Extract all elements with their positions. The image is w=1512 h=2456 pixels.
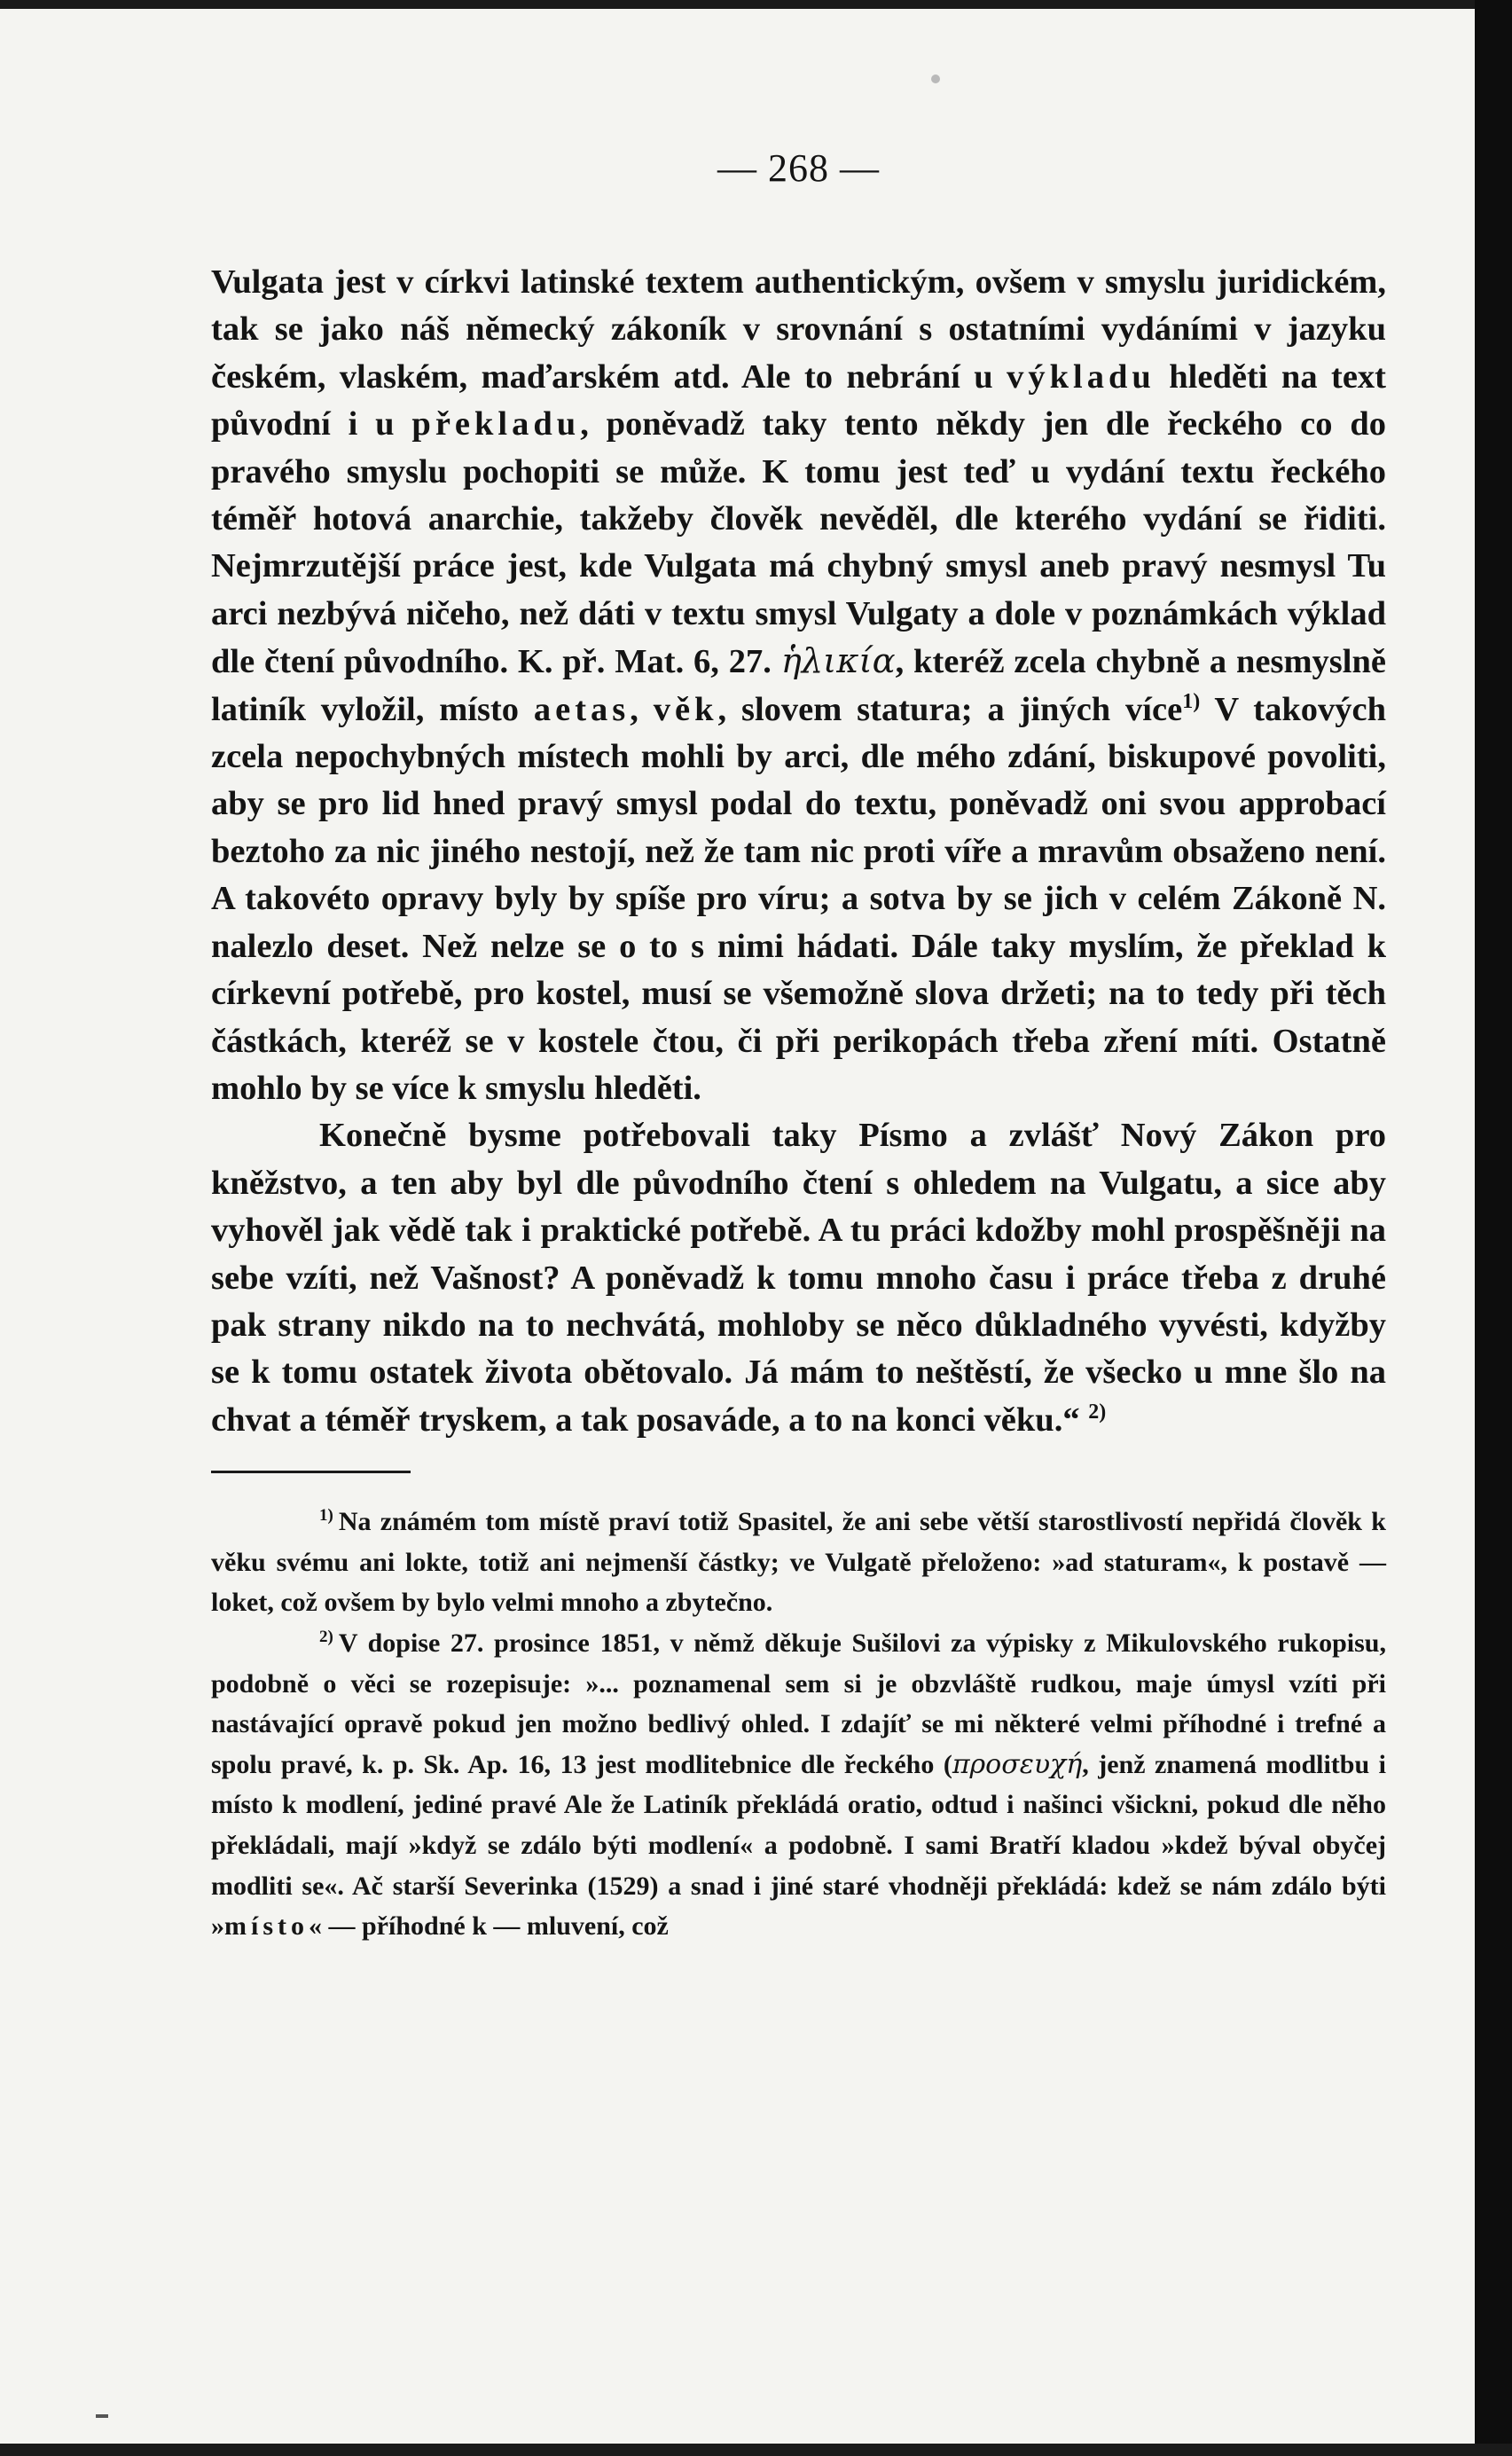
term-prekladu: překladu: [411, 405, 581, 443]
footnote-1-text: Na známém tom místě praví totiž Spasitel, že ani sebe větší starostlivostí nepřidá člověk k věku svému ani lokte, totiž ani nejmenší částky; ve Vulgatě přeloženo: »ad staturam«, k postavě — loket, což ovšem by bylo velmi mnoho a zbytečno.: [211, 1507, 1386, 1618]
scan-border-bottom: [0, 2444, 1512, 2456]
scan-border-top: [0, 0, 1512, 9]
ink-speck: [931, 75, 940, 83]
paragraph-1-text-3: , poněvadž taky tento někdy jen dle řeckého co do pravého smyslu pochopiti se může. K tomu jest teď u vydání textu řeckého téměř hotová anarchie, takžeby člověk nevěděl, dle kterého vydání se řiditi. Nejmrzutější práce jest, kde Vulgata má chybný smysl aneb pravý nesmysl Tu arci nezbývá ničeho, než dáti v textu smysl Vulgaty a dole v poznámkách výklad dle čtení původního. K. př. Mat. 6, 27.: [211, 405, 1387, 681]
paragraph-1-text-7: V takových zcela nepochybných místech mohli by arci, dle mého zdání, biskupové povoliti, aby se pro lid hned pravý smysl podal do textu, poněvadž oni svou approbací beztoho za nic jiného nestojí, než že tam nic proti víře a mravům obsaženo není. A takovéto opravy byly by spíše pro víru; a sotva by se jich v celém Zákoně N. nalezlo deset. Než nelze se o to s nimi hádati. Dále taky myslím, že překlad k církevní potřebě, pro kostel, musí se všemožně slova držeti; na to tedy při těch částkách, kteréž se v kostele čtou, či při perikopách třeba zření míti. Ostatně mohlo by se více k smyslu hleděti.: [211, 690, 1387, 1107]
paragraph-1-text-4: , kteréž zcela chybně a nesmyslně latiník vyložil, místo: [211, 643, 1386, 728]
paragraph-1-text-5: ,: [630, 690, 654, 728]
paragraph-2: [211, 1112, 1386, 1444]
footnote-1: [211, 1502, 1386, 1623]
paragraph-2-text-1: Konečně bysme potřebovali taky Písmo a zvlášť Nový Zákon pro kněžstvo, a ten aby byl dle původního čtení s ohledem na Vulgatu, a sice aby vyhověl jak vědě tak i praktické potřebě. A tu práci kdožby mohl prospěšněji na sebe vzíti, než Vašnost? A poněvadž k tomu mnoho času i práce třeba z druhé pak strany nikdo na to nechvátá, mohloby se něco důkladného vyvésti, kdyžby se k tomu ostatek života obětovalo. Já mám to neštěstí, že všecko u mne šlo na chvat a téměř tryskem, a tak posaváde, a to na konci věku.“: [211, 1117, 1386, 1439]
paragraph-1-text-1: Vulgata jest v církvi latinské textem authentickým, ovšem v smyslu juridickém, tak se jako náš německý zákoník v srovnání s ostatními vydáními v jazyku českém, vlaském, maďarském atd. Ale to nebrání u: [211, 263, 1386, 396]
term-misto: místo: [224, 1911, 309, 1942]
term-vek: věk: [653, 690, 718, 728]
term-aetas: aetas: [533, 690, 631, 728]
footnote-1-mark: 1): [319, 1506, 333, 1526]
footnote-2-mark: 2): [319, 1627, 333, 1646]
footnote-2: [211, 1623, 1386, 1947]
footnote-2-text-1: V dopise 27. prosince 1851, v němž děkuje Sušilovi za výpisky z Mikulovského rukopisu, podobně o věci se rozepisuje: »... poznamenal sem si je obzvláště rudkou, maje úmysl vzíti při nastávající opravě pokud jen možno bedlivý ohled. I zdajíť se mi některé velmi příhodné i trefné a spolu pravé, k. p. Sk. Ap. 16, 13 jest modlitebnice dle řeckého (: [211, 1628, 1386, 1779]
footnote-2-text-3: « — příhodné k — mluvení, což: [309, 1911, 669, 1942]
paragraph-1-text-6: , slovem statura; a jiných více: [717, 690, 1183, 728]
main-text: [211, 259, 1386, 1444]
paragraph-1: [211, 259, 1386, 1112]
greek-word-helikia: ἡλικία: [780, 641, 896, 682]
page-number: — 268 —: [717, 146, 880, 190]
paragraph-1-text-2: hleděti na text původní i u: [211, 357, 1386, 443]
footnotes: [211, 1502, 1386, 1947]
footnote-2-text-2: , jenž znamená modlitbu i místo k modlení, jediné pravé Ale že Latiník překládá oratio, odtud i našinci všickni, pokud dle něho překládali, mají »když se zdálo býti modlení« a podobně. I sami Bratří kladou »kdež býval obyčej modliti se«. Ač starší Severinka (1529) a snad i jiné staré vhodněji překládá: kdež se nám zdálo býti »: [211, 1749, 1386, 1942]
greek-word-proseuche: προσευχή: [952, 1748, 1083, 1780]
book-page: [211, 142, 1386, 1947]
ink-mark: [96, 2414, 108, 2418]
scan-border-right: [1475, 0, 1512, 2456]
term-vykladu: výkladu: [1007, 357, 1156, 396]
footnote-reference-1[interactable]: 1): [1182, 689, 1201, 713]
footnote-separator: [211, 1471, 411, 1473]
footnote-reference-2[interactable]: 2): [1088, 1400, 1107, 1424]
